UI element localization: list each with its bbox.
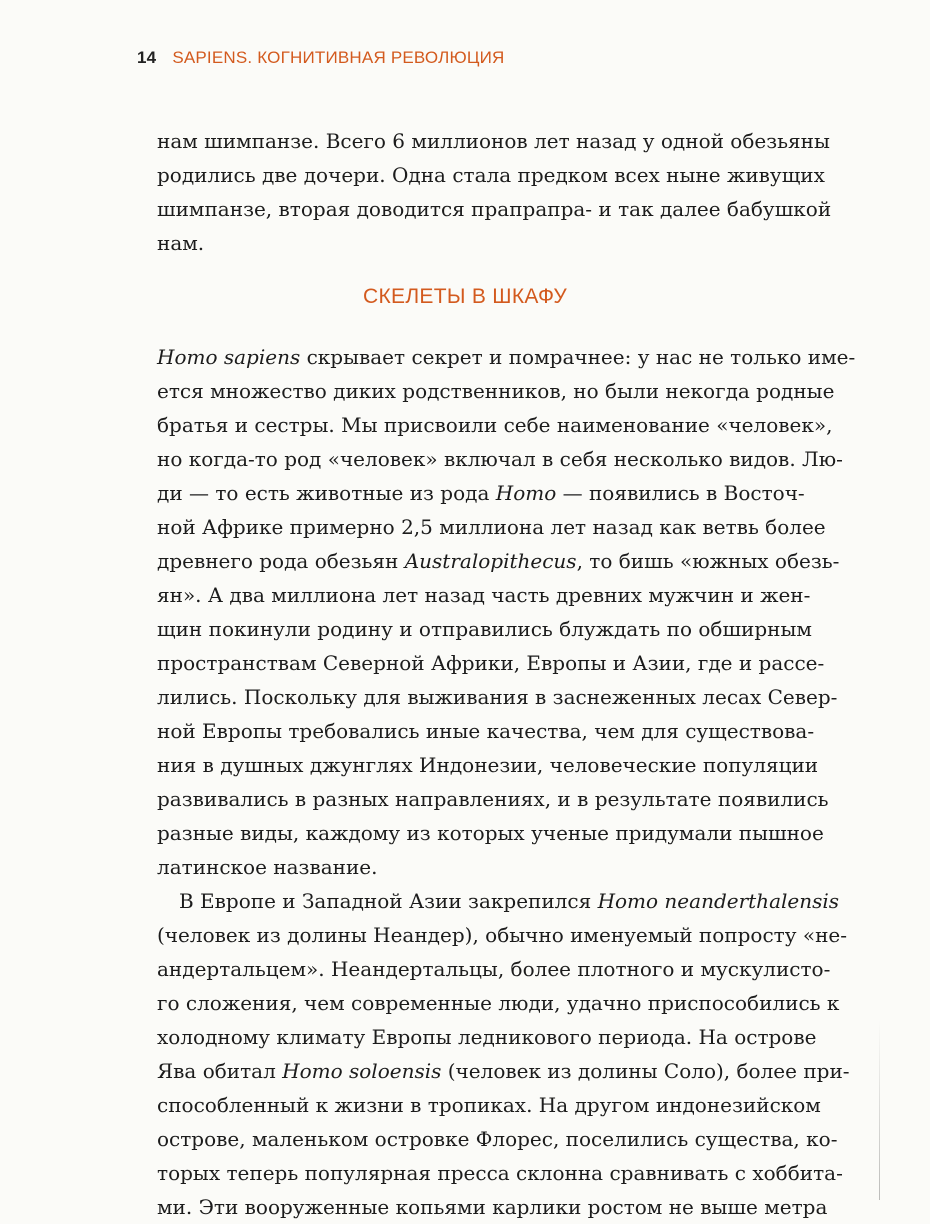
species-name: Homo sapiens <box>157 345 301 369</box>
text-line: щин покинули родину и отправились блуждать по обширным <box>157 617 812 641</box>
text-line: нам шимпанзе. Всего 6 миллионов лет назад у одной обезьяны <box>157 129 830 153</box>
running-title: SAPIENS. КОГНИТИВНАЯ РЕВОЛЮЦИЯ <box>172 48 505 67</box>
text-line: ди — то есть животные из рода Homo — появились в Восточ- <box>157 481 805 505</box>
text-line: В Европе и Западной Азии закрепился Homo neanderthalensis <box>179 889 840 913</box>
text-line: пространствам Северной Африки, Европы и Азии, где и рассе- <box>157 651 825 675</box>
text-line: ния в душных джунглях Индонезии, человеческие популяции <box>157 753 819 777</box>
text-line: ми. Эти вооруженные копьями карлики ростом не выше метра <box>157 1195 828 1219</box>
text-line: шимпанзе, вторая доводится прапрапра- и так далее бабушкой <box>157 197 832 221</box>
text-line: древнего рода обезьян Australopithecus, то бишь «южных обезь- <box>157 549 840 573</box>
text-line: торых теперь популярная пресса склонна сравнивать с хоббита- <box>157 1161 843 1185</box>
text-line: разные виды, каждому из которых ученые придумали пышное <box>157 821 824 845</box>
species-name: Homo soloensis <box>282 1059 442 1083</box>
text-line: ной Африке примерно 2,5 миллиона лет назад как ветвь более <box>157 515 826 539</box>
section-heading: СКЕЛЕТЫ В ШКАФУ <box>363 285 567 308</box>
text-line: развивались в разных направлениях, и в результате появились <box>157 787 829 811</box>
text-line: но когда-то род «человек» включал в себя несколько видов. Лю- <box>157 447 843 471</box>
text-line: ян». А два миллиона лет назад часть древних мужчин и жен- <box>157 583 811 607</box>
text-line: ется множество диких родственников, но были некогда родные <box>157 379 835 403</box>
intro-paragraph <box>157 124 832 260</box>
text-line: нам. <box>157 231 205 255</box>
text-line: Ява обитал Homo soloensis (человек из долины Соло), более при- <box>157 1059 850 1083</box>
genus-name: Australopithecus <box>404 549 577 573</box>
text-line: Homo sapiens скрывает секрет и помрачнее: у нас не только име- <box>157 345 856 369</box>
page-edge-shadow <box>879 1020 880 1200</box>
text-line: способленный к жизни в тропиках. На другом индонезийском <box>157 1093 821 1117</box>
main-text <box>157 340 856 1224</box>
text-line: ной Европы требовались иные качества, чем для существова- <box>157 719 815 743</box>
text-line: (человек из долины Неандер), обычно именуемый попросту «не- <box>157 923 848 947</box>
text-line: холодному климату Европы ледникового периода. На острове <box>157 1025 817 1049</box>
species-name: Homo neanderthalensis <box>597 889 840 913</box>
text-line: родились две дочери. Одна стала предком всех ныне живущих <box>157 163 825 187</box>
text-line: го сложения, чем современные люди, удачно приспособились к <box>157 991 840 1015</box>
text-line: лились. Поскольку для выживания в заснеженных лесах Север- <box>157 685 838 709</box>
page-number: 14 <box>137 48 157 67</box>
text-line: острове, маленьком островке Флорес, поселились существа, ко- <box>157 1127 838 1151</box>
page-header <box>137 48 505 68</box>
genus-name: Homo <box>495 481 557 505</box>
text-line: латинское название. <box>157 855 378 879</box>
text-line: братья и сестры. Мы присвоили себе наименование «человек», <box>157 413 833 437</box>
text-line: андертальцем». Неандертальцы, более плотного и мускулисто- <box>157 957 831 981</box>
